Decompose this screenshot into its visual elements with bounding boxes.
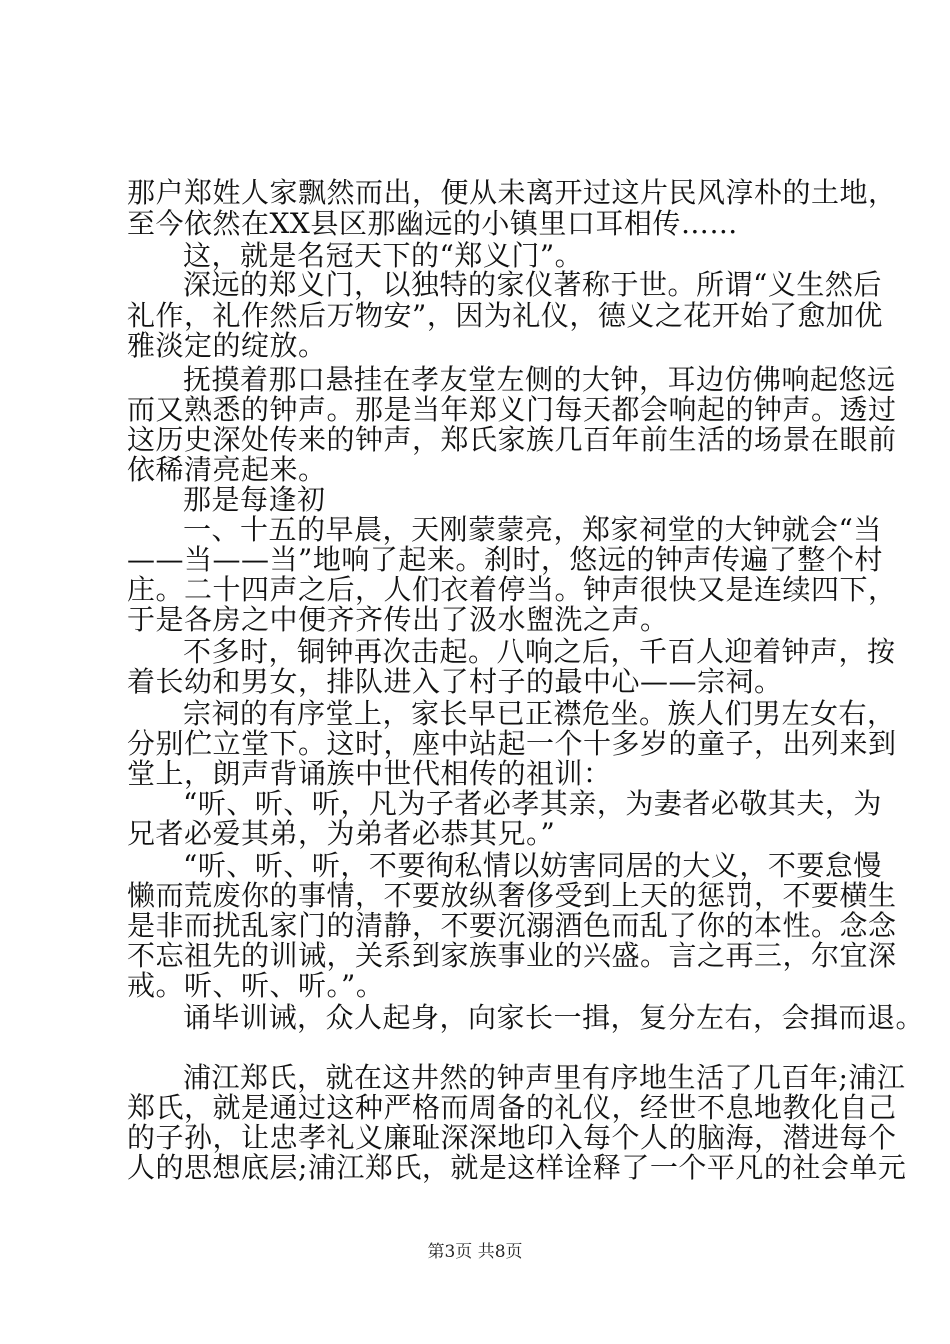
text-line: 戒。听、听、听。”。 bbox=[127, 969, 385, 1002]
text-line: 堂上，朗声背诵族中世代相传的祖训： bbox=[127, 757, 612, 790]
text-line: 懒而荒废你的事情，不要放纵奢侈受到上天的惩罚，不要横生 bbox=[127, 879, 897, 912]
text-line: “听、听、听，凡为子者必孝其亲，为妻者必敬其夫，为 bbox=[183, 787, 882, 820]
text-line: 宗祠的有序堂上，家长早已正襟危坐。族人们男左女右， bbox=[183, 697, 896, 730]
text-line: 抚摸着那口悬挂在孝友堂左侧的大钟，耳边仿佛响起悠远 bbox=[183, 363, 896, 396]
text-line: 至今依然在XX县区那幽远的小镇里口耳相传…… bbox=[127, 207, 738, 240]
text-line: 浦江郑氏，就在这井然的钟声里有序地生活了几百年;浦江 bbox=[183, 1061, 906, 1094]
text-line: 依稀清亮起来。 bbox=[127, 453, 327, 486]
text-line: 而又熟悉的钟声。那是当年郑义门每天都会响起的钟声。透过 bbox=[127, 393, 897, 426]
text-line: 着长幼和男女，排队进入了村子的最中心——宗祠。 bbox=[127, 665, 783, 698]
text-line: 郑氏，就是通过这种严格而周备的礼仪，经世不息地教化自己 bbox=[127, 1091, 897, 1124]
text-line: 这，就是名冠天下的“郑义门”。 bbox=[183, 239, 584, 272]
text-line: 不忘祖先的训诫，关系到家族事业的兴盛。言之再三，尔宜深 bbox=[127, 939, 897, 972]
text-line: 人的思想底层;浦江郑氏，就是这样诠释了一个平凡的社会单元 bbox=[127, 1151, 907, 1184]
page-number-footer: 第3页 共8页 bbox=[427, 1242, 523, 1262]
text-line: 的子孙，让忠孝礼义廉耻深深地印入每个人的脑海，潜进每个 bbox=[127, 1121, 897, 1154]
text-line: 雅淡定的绽放。 bbox=[127, 329, 327, 362]
text-line: 兄者必爱其弟，为弟者必恭其兄。” bbox=[127, 817, 556, 850]
text-line: 一、十五的早晨，天刚蒙蒙亮，郑家祠堂的大钟就会“当 bbox=[183, 513, 882, 546]
text-line: 分别伫立堂下。这时，座中站起一个十多岁的童子，出列来到 bbox=[127, 727, 897, 760]
text-line: 于是各房之中便齐齐传出了汲水盥洗之声。 bbox=[127, 603, 669, 636]
text-line: 不多时，铜钟再次击起。八响之后，千百人迎着钟声，按 bbox=[183, 635, 896, 668]
text-line: 那是每逢初 bbox=[183, 483, 326, 516]
text-line: 这历史深处传来的钟声，郑氏家族几百年前生活的场景在眼前 bbox=[127, 423, 897, 456]
text-line: 诵毕训诫，众人起身，向家长一揖，复分左右，会揖而退。 bbox=[183, 1001, 925, 1034]
text-line: 礼作，礼作然后万物安”，因为礼仪，德义之花开始了愈加优 bbox=[127, 299, 883, 332]
text-line: “听、听、听，不要徇私情以妨害同居的大义，不要怠慢 bbox=[183, 849, 882, 882]
text-line: 是非而扰乱家门的清静，不要沉溺酒色而乱了你的本性。念念 bbox=[127, 909, 897, 942]
text-line: 那户郑姓人家飘然而出，便从未离开过这片民风淳朴的土地， bbox=[127, 176, 897, 209]
text-line: 庄。二十四声之后，人们衣着停当。钟声很快又是连续四下， bbox=[127, 573, 897, 606]
text-line: 深远的郑义门，以独特的家仪著称于世。所谓“义生然后 bbox=[183, 268, 882, 301]
text-line: ——当——当”地响了起来。刹时，悠远的钟声传遍了整个村 bbox=[127, 543, 883, 576]
